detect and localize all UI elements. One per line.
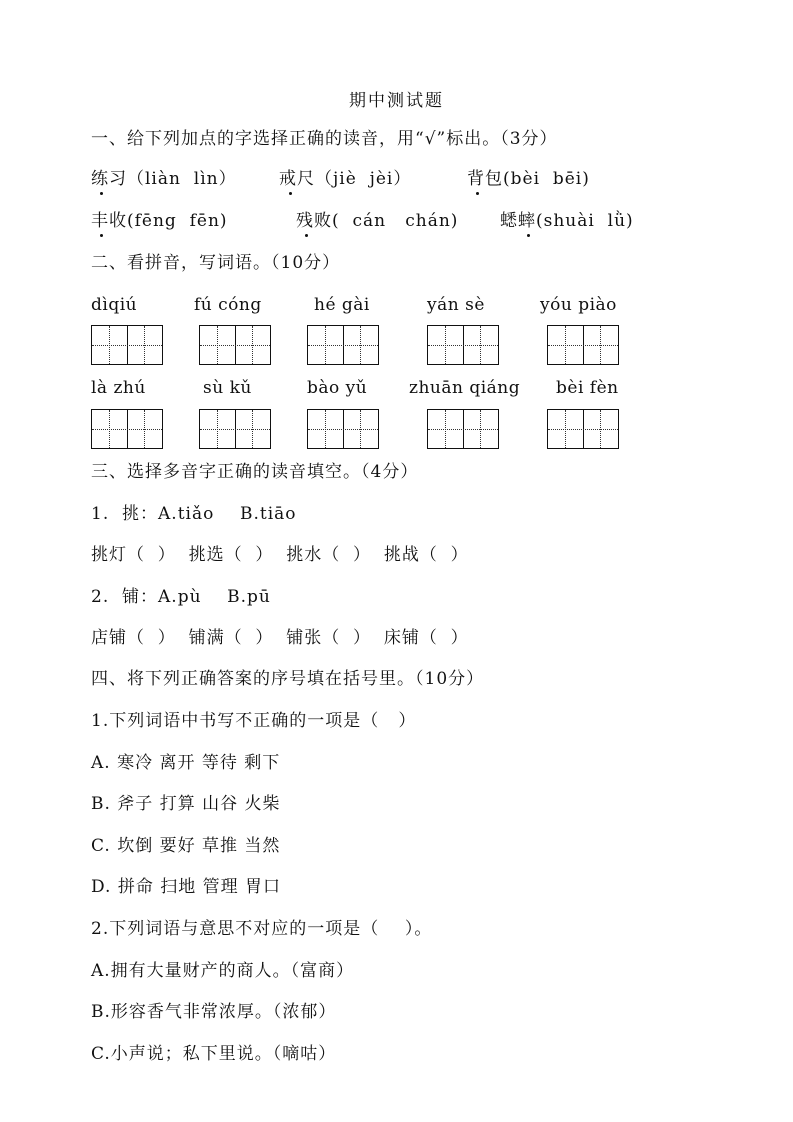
q3-item-2-label: 2. 铺：A.pù B.pū <box>91 587 271 607</box>
q4-sub-1-option-a: A. 寒冷 离开 等待 剩下 <box>91 753 281 773</box>
writing-grid[interactable] <box>427 409 499 449</box>
q4-sub-2-option-b: B.形容香气非常浓厚。（浓郁） <box>91 1002 337 1022</box>
emphasis-dot <box>100 192 103 195</box>
pinyin-label: là zhú <box>91 378 146 398</box>
pinyin-label: fú cóng <box>194 295 262 315</box>
writing-grid[interactable] <box>307 409 379 449</box>
q1-item-2: 戒尺（jiè jèi） <box>279 169 412 189</box>
writing-grid[interactable] <box>427 325 499 365</box>
q3-item-1-blanks: 挑灯（ ） 挑选（ ） 挑水（ ） 挑战（ ） <box>91 545 469 565</box>
q4-sub-2: 2.下列词语与意思不对应的一项是（ ）。 <box>91 919 433 939</box>
pinyin-label: zhuān qiáng <box>409 378 521 398</box>
emphasis-dot <box>476 192 479 195</box>
q4-sub-1-option-b: B. 斧子 打算 山谷 火柴 <box>91 794 281 814</box>
writing-grid[interactable] <box>91 325 163 365</box>
writing-grid[interactable] <box>199 325 271 365</box>
q1-item-4: 丰收(fēng fēn) <box>91 211 228 231</box>
pinyin-label: hé gài <box>314 295 370 315</box>
writing-grid[interactable] <box>91 409 163 449</box>
section-4-heading: 四、将下列正确答案的序号填在括号里。（10分） <box>91 669 485 689</box>
q1-item-5: 残败( cán chán) <box>296 211 459 231</box>
q4-sub-1-option-c: C. 坎倒 要好 草推 当然 <box>91 836 281 856</box>
writing-grid[interactable] <box>547 325 619 365</box>
pinyin-label: yán sè <box>427 295 485 315</box>
pinyin-label: bèi fèn <box>556 378 619 398</box>
q3-item-1-label: 1. 挑：A.tiǎo B.tiāo <box>91 504 297 524</box>
q1-item-6: 蟋蟀(shuài lǜ) <box>500 211 634 231</box>
writing-grid[interactable] <box>307 325 379 365</box>
emphasis-dot <box>305 234 308 237</box>
pinyin-label: sù kǔ <box>203 378 252 398</box>
q1-item-3: 背包(bèi bēi) <box>467 169 590 189</box>
emphasis-dot <box>527 234 530 237</box>
pinyin-label: dìqiú <box>91 295 138 315</box>
writing-grid[interactable] <box>199 409 271 449</box>
pinyin-label: yóu piào <box>540 295 617 315</box>
section-1-heading: 一、给下列加点的字选择正确的读音，用“√”标出。（3分） <box>91 129 558 149</box>
pinyin-label: bào yǔ <box>307 378 368 398</box>
page-title: 期中测试题 <box>349 91 444 111</box>
q4-sub-2-option-c: C.小声说；私下里说。（嘀咕） <box>91 1044 337 1064</box>
q4-sub-1-option-d: D. 拼命 扫地 管理 胃口 <box>91 877 282 897</box>
q4-sub-1: 1.下列词语中书写不正确的一项是（ ） <box>91 711 417 731</box>
emphasis-dot <box>289 192 292 195</box>
section-2-heading: 二、看拼音，写词语。（10分） <box>91 253 341 273</box>
section-3-heading: 三、选择多音字正确的读音填空。（4分） <box>91 462 419 482</box>
q1-item-1: 练习（liàn lìn） <box>91 169 237 189</box>
q4-sub-2-option-a: A.拥有大量财产的商人。（富商） <box>91 961 355 981</box>
q3-item-2-blanks: 店铺（ ） 铺满（ ） 铺张（ ） 床铺（ ） <box>91 628 469 648</box>
writing-grid[interactable] <box>547 409 619 449</box>
emphasis-dot <box>100 234 103 237</box>
